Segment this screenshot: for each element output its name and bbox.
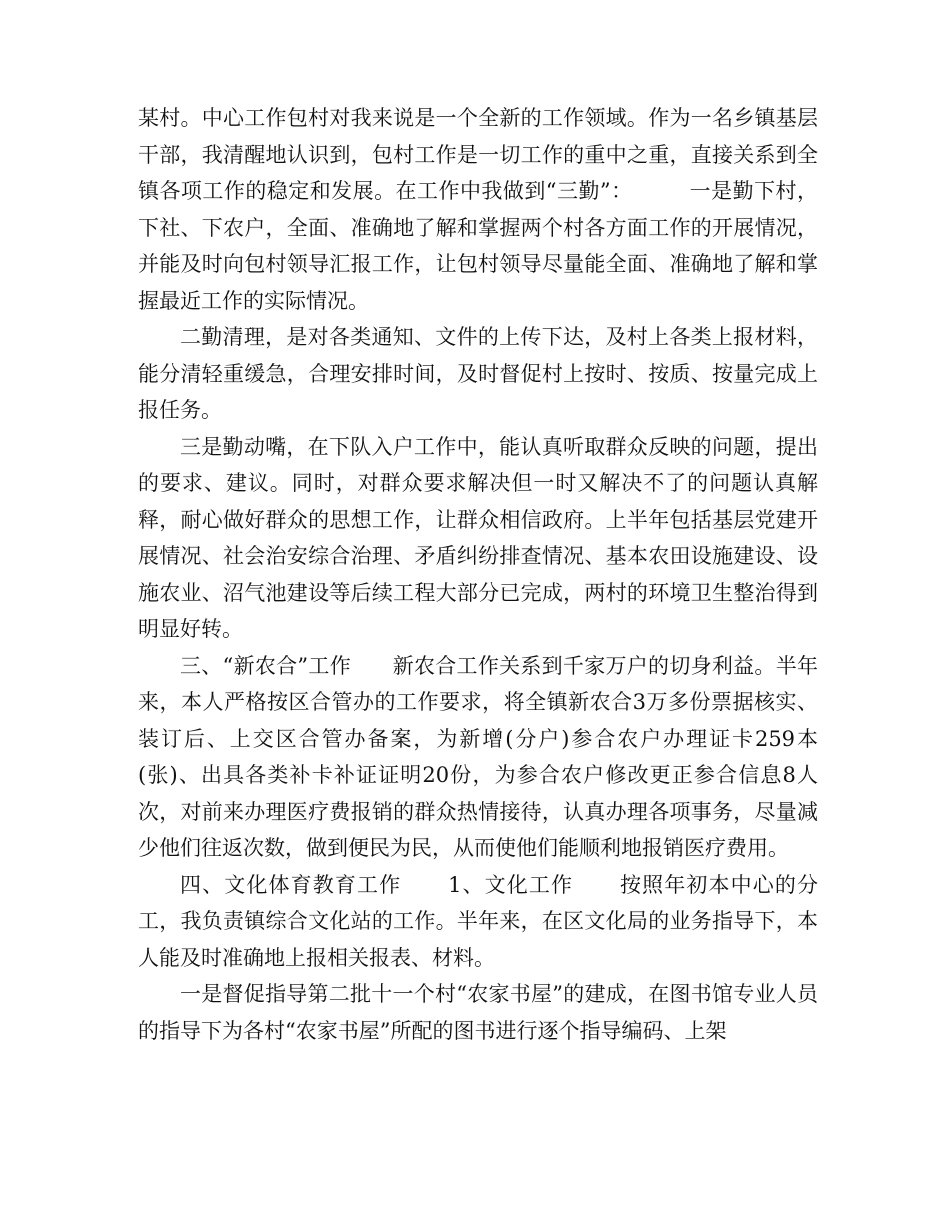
paragraph-1: 某村。中心工作包村对我来说是一个全新的工作领域。作为一名乡镇基层干部，我清醒地认识到，包村工作是一切工作的重中之重，直接关系到全镇各项工作的稳定和发展。在工作中我做到“三勤”： 一是勤下村，下社、下农户，全面、准确地了解和掌握两个村各方面工作的开展情况，并能及时向包村领导汇报工作，让包村领导尽量能全面、准确地了解和掌握最近工作的实际情况。 [138, 106, 818, 313]
paragraph-2: 二勤清理，是对各类通知、文件的上传下达，及村上各类上报材料，能分清轻重缓急，合理安排时间，及时督促村上按时、按质、按量完成上报任务。 [138, 325, 818, 422]
document-body [138, 100, 818, 1049]
paragraph-6: 一是督促指导第二批十一个村“农家书屋”的建成，在图书馆专业人员的指导下为各村“农家书屋”所配的图书进行逐个指导编码、上架 [138, 982, 818, 1043]
paragraph-4: 三、“新农合”工作 新农合工作关系到千家万户的切身利益。半年来，本人严格按区合管办的工作要求，将全镇新农合3万多份票据核实、装订后、上交区合管办备案，为新增(分户)参合农户办理证卡259本(张)、出具各类补卡补证证明20份，为参合农户修改更正参合信息8人次，对前来办理医疗费报销的群众热情接待，认真办理各项事务，尽量减少他们往返次数，做到便民为民，从而使他们能顺利地报销医疗费用。 [138, 653, 818, 860]
paragraph-3: 三是勤动嘴，在下队入户工作中，能认真听取群众反映的问题，提出的要求、建议。同时，对群众要求解决但一时又解决不了的问题认真解释，耐心做好群众的思想工作，让群众相信政府。上半年包括基层党建开展情况、社会治安综合治理、矛盾纠纷排查情况、基本农田设施建设、设施农业、沼气池建设等后续工程大部分已完成，两村的环境卫生整治得到明显好转。 [138, 434, 818, 641]
paragraph-5: 四、文化体育教育工作 1、文化工作 按照年初本中心的分工，我负责镇综合文化站的工作。半年来，在区文化局的业务指导下，本人能及时准确地上报相关报表、材料。 [138, 872, 818, 970]
